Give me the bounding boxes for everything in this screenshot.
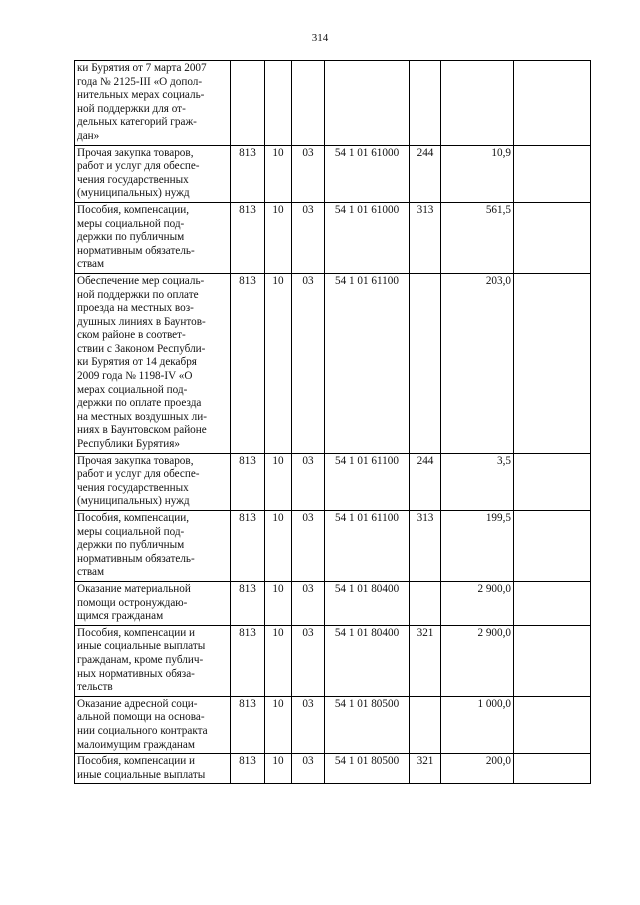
extra-column — [514, 273, 591, 453]
target-article-code — [325, 61, 410, 146]
amount: 199,5 — [441, 511, 514, 582]
section-code: 10 — [265, 273, 292, 453]
ministry-code: 813 — [231, 696, 265, 753]
expense-type-code: 321 — [410, 625, 441, 696]
section-code: 10 — [265, 453, 292, 510]
row-description: Оказание адресной соци- альной помощи на основа- нии социального контракта малоимущим гражданам — [75, 696, 231, 753]
amount: 10,9 — [441, 145, 514, 202]
target-article-code: 54 1 01 80500 — [325, 754, 410, 784]
amount: 1 000,0 — [441, 696, 514, 753]
table-row — [75, 625, 591, 696]
extra-column — [514, 61, 591, 146]
subsection-code: 03 — [292, 453, 325, 510]
ministry-code: 813 — [231, 273, 265, 453]
target-article-code: 54 1 01 80400 — [325, 581, 410, 625]
table-row — [75, 453, 591, 510]
subsection-code: 03 — [292, 145, 325, 202]
expense-type-code — [410, 61, 441, 146]
table-body — [75, 61, 591, 784]
amount — [441, 61, 514, 146]
section-code: 10 — [265, 696, 292, 753]
subsection-code: 03 — [292, 754, 325, 784]
extra-column — [514, 202, 591, 273]
amount: 203,0 — [441, 273, 514, 453]
expense-type-code: 321 — [410, 754, 441, 784]
amount: 200,0 — [441, 754, 514, 784]
section-code: 10 — [265, 511, 292, 582]
expense-type-code: 313 — [410, 202, 441, 273]
ministry-code: 813 — [231, 511, 265, 582]
row-description: Пособия, компенсации и иные социальные выплаты гражданам, кроме публич- ных нормативных обяза- тельств — [75, 625, 231, 696]
amount: 2 900,0 — [441, 581, 514, 625]
amount: 2 900,0 — [441, 625, 514, 696]
target-article-code: 54 1 01 61100 — [325, 453, 410, 510]
row-description: Оказание материальной помощи остронуждаю- щимся гражданам — [75, 581, 231, 625]
extra-column — [514, 625, 591, 696]
budget-table — [74, 60, 591, 784]
table-row — [75, 754, 591, 784]
row-description: Прочая закупка товаров, работ и услуг для обеспе- чения государственных (муниципальных) нужд — [75, 453, 231, 510]
expense-type-code: 244 — [410, 453, 441, 510]
table-row — [75, 202, 591, 273]
subsection-code: 03 — [292, 581, 325, 625]
extra-column — [514, 511, 591, 582]
table-row — [75, 581, 591, 625]
row-description: Пособия, компенсации, меры социальной под- держки по публичным нормативным обязатель- ствам — [75, 202, 231, 273]
section-code: 10 — [265, 202, 292, 273]
expense-type-code: 244 — [410, 145, 441, 202]
extra-column — [514, 145, 591, 202]
ministry-code: 813 — [231, 581, 265, 625]
table-row — [75, 145, 591, 202]
section-code: 10 — [265, 625, 292, 696]
ministry-code: 813 — [231, 625, 265, 696]
amount: 561,5 — [441, 202, 514, 273]
amount: 3,5 — [441, 453, 514, 510]
table-row — [75, 696, 591, 753]
subsection-code: 03 — [292, 625, 325, 696]
subsection-code: 03 — [292, 696, 325, 753]
expense-type-code — [410, 696, 441, 753]
ministry-code: 813 — [231, 453, 265, 510]
section-code — [265, 61, 292, 146]
row-description: Обеспечение мер социаль- ной поддержки по оплате проезда на местных воз- душных линиях в Баунтов- ском районе в соответ- ствии с Законом Республи- ки Бурятия от 14 декабря 2009 года № 1198-IV «О мерах социальной под- держки по оплате проезда на местных воздушных ли- ниях в Баунтовском районе Республики Бурятия» — [75, 273, 231, 453]
table-row — [75, 511, 591, 582]
ministry-code: 813 — [231, 754, 265, 784]
ministry-code: 813 — [231, 145, 265, 202]
table-row — [75, 273, 591, 453]
subsection-code — [292, 61, 325, 146]
section-code: 10 — [265, 754, 292, 784]
subsection-code: 03 — [292, 511, 325, 582]
subsection-code: 03 — [292, 273, 325, 453]
row-description: Прочая закупка товаров, работ и услуг для обеспе- чения государственных (муниципальных) нужд — [75, 145, 231, 202]
page-number: 314 — [311, 32, 329, 44]
section-code: 10 — [265, 145, 292, 202]
ministry-code — [231, 61, 265, 146]
target-article-code: 54 1 01 80500 — [325, 696, 410, 753]
target-article-code: 54 1 01 61100 — [325, 511, 410, 582]
extra-column — [514, 453, 591, 510]
row-description: Пособия, компенсации, меры социальной под- держки по публичным нормативным обязатель- ствам — [75, 511, 231, 582]
section-code: 10 — [265, 581, 292, 625]
expense-type-code — [410, 273, 441, 453]
subsection-code: 03 — [292, 202, 325, 273]
target-article-code: 54 1 01 80400 — [325, 625, 410, 696]
target-article-code: 54 1 01 61000 — [325, 202, 410, 273]
ministry-code: 813 — [231, 202, 265, 273]
row-description: ки Бурятия от 7 марта 2007 года № 2125-III «О допол- нительных мерах социаль- ной поддержки для от- дельных категорий граж- дан» — [75, 61, 231, 146]
row-description: Пособия, компенсации и иные социальные выплаты — [75, 754, 231, 784]
target-article-code: 54 1 01 61100 — [325, 273, 410, 453]
target-article-code: 54 1 01 61000 — [325, 145, 410, 202]
extra-column — [514, 696, 591, 753]
expense-type-code — [410, 581, 441, 625]
table-row — [75, 61, 591, 146]
extra-column — [514, 754, 591, 784]
extra-column — [514, 581, 591, 625]
expense-type-code: 313 — [410, 511, 441, 582]
